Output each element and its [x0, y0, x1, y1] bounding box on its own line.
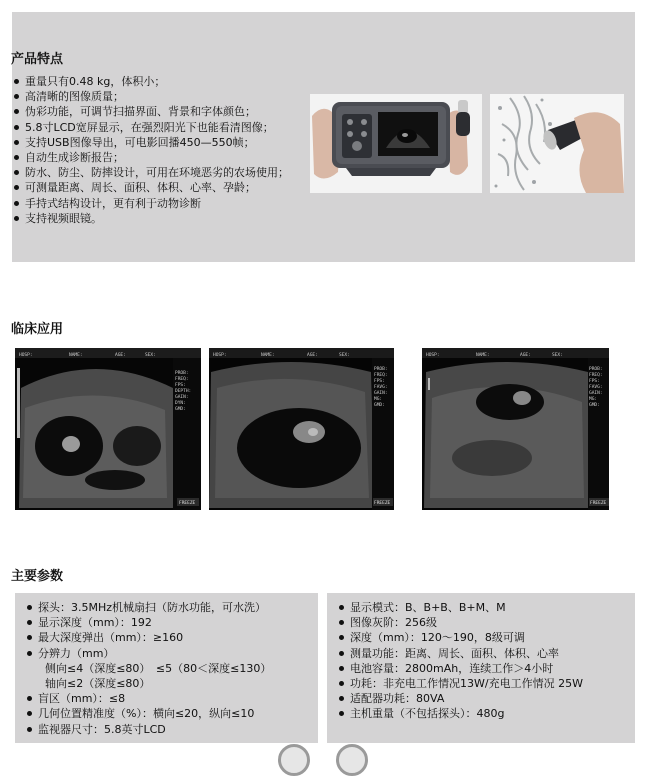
- scan-side-label: FPS:: [374, 379, 385, 384]
- scan-side-label: GMD:: [374, 403, 385, 408]
- decorative-circle: [336, 744, 368, 776]
- feature-item: 支持USB图像导出，可电影回播450—550帧；: [12, 135, 289, 150]
- scan-header: HOSP:: [213, 353, 227, 358]
- scan-side-label: FREQ:: [374, 373, 388, 378]
- param-item: 监视器尺寸：5.8英寸LCD: [25, 722, 271, 737]
- param-item: 测量功能：距离、周长、面积、体积、心率: [337, 646, 583, 661]
- feature-item: 防水、防尘、防摔设计，可用在环境恶劣的农场使用；: [12, 165, 289, 180]
- feature-item: 支持视频眼镜。: [12, 211, 289, 226]
- scan-header: SEX:: [552, 353, 563, 358]
- scan-side-label: FPS:: [589, 379, 600, 384]
- params-right-panel: [327, 593, 635, 743]
- device-photo: [310, 94, 482, 193]
- param-subitem: 轴向≤2（深度≤80）: [38, 677, 151, 691]
- scan-side-label: GMD:: [175, 407, 186, 412]
- feature-item: 重量只有0.48 kg，体积小；: [12, 74, 289, 89]
- scan-side-label: MG:: [374, 397, 383, 402]
- params-left-list: [25, 600, 271, 737]
- scan-header: NAME:: [69, 353, 83, 358]
- param-item: 显示模式：B、B+B、B+M、M: [337, 600, 583, 615]
- scan-side-label: GAIN:: [589, 391, 603, 396]
- scan-header: SEX:: [145, 353, 156, 358]
- freeze-label: FREEZE: [179, 501, 196, 506]
- scan-header: HOSP:: [426, 353, 440, 358]
- scan-side-label: DYN:: [175, 401, 186, 406]
- params-right-list: [337, 600, 583, 722]
- scan-side-label: FAVG:: [374, 385, 388, 390]
- scan-header: NAME:: [261, 353, 275, 358]
- param-item: 最大深度弹出（mm）：≥160: [25, 630, 271, 645]
- scan-side-label: FPS:: [175, 383, 186, 388]
- scan-header: NAME:: [476, 353, 490, 358]
- freeze-label: FREEZE: [590, 501, 607, 506]
- param-item: 分辨力（mm）: [25, 646, 271, 661]
- scan-header: AGE:: [115, 353, 126, 358]
- features-list: [12, 74, 289, 226]
- param-item: 主机重量（不包括探头）：480g: [337, 706, 583, 721]
- ultrasound-image: [422, 348, 609, 510]
- params-title: 主要参数: [11, 569, 64, 584]
- ultrasound-image: [209, 348, 394, 510]
- param-item: 图像灰阶：256级: [337, 615, 583, 630]
- scan-side-label: MG:: [589, 397, 598, 402]
- scan-side-label: FAVG:: [589, 385, 603, 390]
- freeze-label: FREEZE: [374, 501, 391, 506]
- scan-header: AGE:: [520, 353, 531, 358]
- param-item: 几何位置精准度（%）：横向≤20，纵向≤10: [25, 706, 271, 721]
- scan-side-label: GAIN:: [175, 395, 189, 400]
- scan-side-label: PROB:: [374, 367, 388, 372]
- param-item: 显示深度（mm）：192: [25, 615, 271, 630]
- feature-item: 伪彩功能，可调节扫描界面、背景和字体颜色；: [12, 104, 289, 119]
- features-title: 产品特点: [11, 52, 64, 67]
- clinical-title: 临床应用: [11, 322, 64, 337]
- param-item: 盲区（mm）：≤8: [25, 691, 271, 706]
- scan-side-label: PROB:: [589, 367, 603, 372]
- scan-side-label: GAIN:: [374, 391, 388, 396]
- scan-side-label: GMD:: [589, 403, 600, 408]
- param-item: 探头：3.5MHz机械扇扫（防水功能，可水洗）: [25, 600, 271, 615]
- param-item: 功耗：非充电工作情况13W/充电工作情况 25W: [337, 676, 583, 691]
- param-item: 适配器功耗：80VA: [337, 691, 583, 706]
- scan-side-label: DEPTH:: [175, 389, 192, 394]
- param-item: 电池容量：2800mAh，连续工作＞4小时: [337, 661, 583, 676]
- feature-item: 手持式结构设计，更有利于动物诊断: [12, 196, 289, 211]
- feature-item: 可测量距离、周长、面积、体积、心率、孕龄；: [12, 180, 289, 195]
- params-left-panel: [15, 593, 318, 743]
- water-probe-photo: [490, 94, 624, 193]
- scan-header: HOSP:: [19, 353, 33, 358]
- scan-header: SEX:: [339, 353, 350, 358]
- decorative-circle: [278, 744, 310, 776]
- param-subitem: 侧向≤4（深度≤80） ≤5（80＜深度≤130）: [38, 661, 272, 675]
- scan-header: AGE:: [307, 353, 318, 358]
- param-item: 深度（mm）：120～190，8级可调: [337, 630, 583, 645]
- scan-side-label: FREQ:: [175, 377, 189, 382]
- scan-side-label: FREQ:: [589, 373, 603, 378]
- scan-side-label: PROB:: [175, 371, 189, 376]
- feature-item: 自动生成诊断报告；: [12, 150, 289, 165]
- ultrasound-image: [15, 348, 201, 510]
- feature-item: 5.8寸LCD宽屏显示，在强烈阳光下也能看清图像；: [12, 120, 289, 135]
- feature-item: 高清晰的图像质量；: [12, 89, 289, 104]
